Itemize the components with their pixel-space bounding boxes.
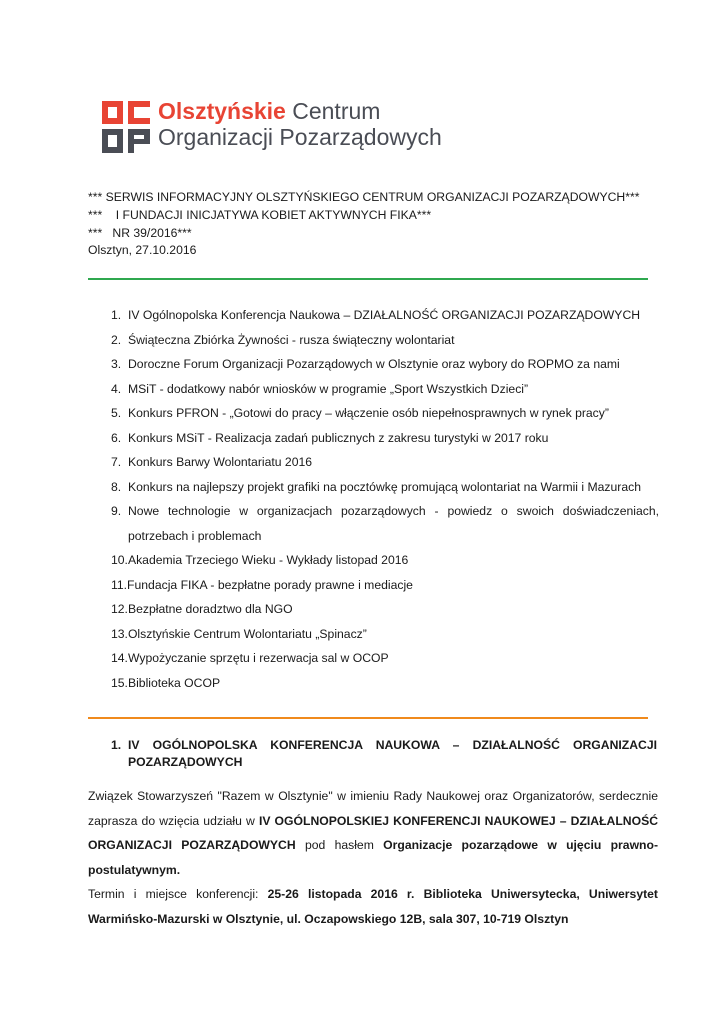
toc-item[interactable]: 1. IV Ogólnopolska Konferencja Naukowa – DZIAŁALNOŚĆ ORGANIZACJI POZARZĄDOWYCH: [111, 308, 641, 322]
divider-green: [88, 278, 648, 280]
toc-item[interactable]: 2. Świąteczna Zbiórka Żywności - rusza świąteczny wolontariat: [111, 332, 455, 347]
toc-item[interactable]: 9. Nowe technologie w organizacjach pozarządowych - powiedz o swoich doświadczeniach, potrzebach i problemach: [111, 504, 659, 543]
ocop-logo: [100, 99, 470, 155]
toc-item[interactable]: 12.Bezpłatne doradztwo dla NGO: [111, 602, 293, 616]
ocop-logo-mark-icon: [100, 99, 152, 155]
table-of-contents: [111, 303, 659, 695]
logo-word-olsztynskie: Olsztyńskie: [158, 98, 286, 124]
intro-paragraph: Związek Stowarzyszeń "Razem w Olsztynie" w imieniu Rady Naukowej oraz Organizatorów, serdecznie zaprasza do wzięcia udziału w IV OGÓLNOPOLSKIEJ KONFERENCJI NAUKOWEJ – DZIAŁALNOŚĆ ORGANIZACJI POZARZĄDOWYCH pod hasłem Organizacje pozarządowe w ujęciu prawno- postulatywnym.: [88, 789, 658, 877]
logo-title-line2: Organizacji Pozarządowych: [158, 124, 442, 150]
toc-item[interactable]: 10.Akademia Trzeciego Wieku - Wykłady listopad 2016: [111, 553, 409, 567]
toc-item[interactable]: 4. MSiT - dodatkowy nabór wniosków w programie „Sport Wszystkich Dzieci”: [111, 381, 529, 396]
toc-item[interactable]: 8. Konkurs na najlepszy projekt grafiki na pocztówkę promującą wolontariat na Warmii i Mazurach: [111, 479, 642, 494]
toc-item[interactable]: 11.Fundacja FIKA - bezpłatne porady prawne i mediacje: [111, 577, 413, 592]
toc-item[interactable]: 14.Wypożyczanie sprzętu i rezerwacja sal w OCOP: [111, 651, 389, 665]
logo-word-centrum: Centrum: [292, 98, 381, 124]
logo-title-line1: [158, 97, 380, 125]
header-date: Olsztyn, 27.10.2016: [88, 243, 197, 257]
toc-item[interactable]: 3. Doroczne Forum Organizacji Pozarządowych w Olsztynie oraz wybory do ROPMO za nami: [111, 357, 620, 371]
toc-item[interactable]: 6. Konkurs MSiT - Realizacja zadań publicznych z zakresu turystyki w 2017 roku: [111, 430, 549, 445]
section-heading: 1. IV OGÓLNOPOLSKA KONFERENCJA NAUKOWA – DZIAŁALNOŚĆ ORGANIZACJI POZARZĄDOWYCH: [111, 738, 657, 769]
toc-item[interactable]: 5. Konkurs PFRON - „Gotowi do pracy – włączenie osób niepełnosprawnych w rynek pracy”: [111, 406, 609, 420]
toc-item[interactable]: 15.Biblioteka OCOP: [111, 675, 221, 690]
divider-orange: [88, 717, 648, 719]
toc-item[interactable]: 7. Konkurs Barwy Wolontariatu 2016: [111, 455, 313, 469]
toc-item[interactable]: 13.Olsztyńskie Centrum Wolontariatu „Spinacz”: [111, 626, 367, 641]
date-location-paragraph: Termin i miejsce konferencji: 25-26 listopada 2016 r. Biblioteka Uniwersytecka, Uniwersytet Warmińsko-Mazurski w Olsztynie, ul. Oczapowskiego 12B, sala 307, 10-719 Olsztyn: [88, 887, 658, 926]
header-line-1: *** SERWIS INFORMACYJNY OLSZTYŃSKIEGO CENTRUM ORGANIZACJI POZARZĄDOWYCH***: [88, 190, 640, 204]
header-line-3: *** NR 39/2016***: [88, 226, 192, 240]
header-line-2: *** I FUNDACJI INICJATYWA KOBIET AKTYWNYCH FIKA***: [88, 208, 432, 222]
